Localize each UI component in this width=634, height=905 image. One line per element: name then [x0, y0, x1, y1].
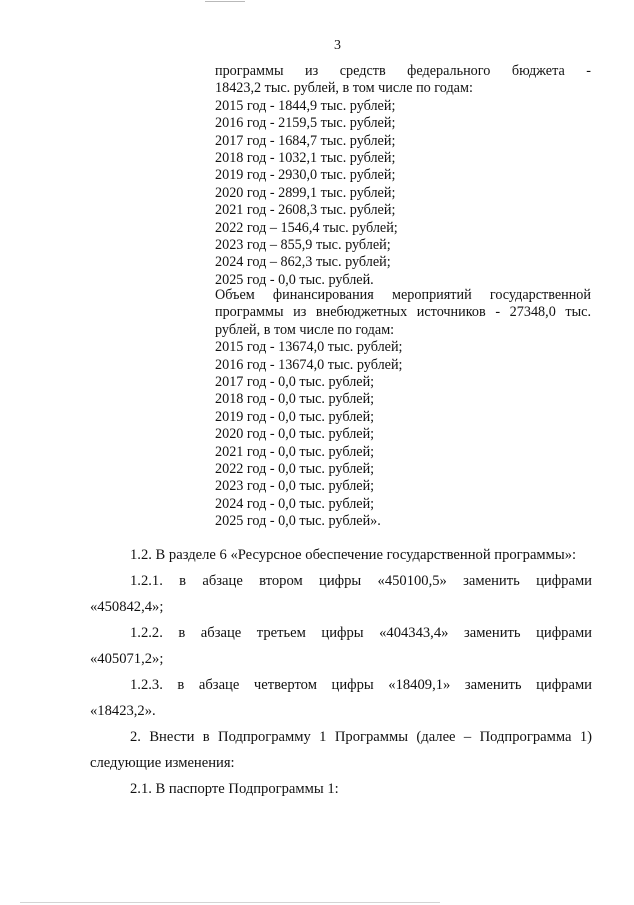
paragraph-continuation: следующие изменения: [90, 755, 235, 771]
paragraph-continuation: «18423,2». [90, 703, 156, 719]
extrabudget-intro-line: программы из внебюджетных источников - 27348,0 тыс. [215, 304, 591, 321]
scan-edge-mark [20, 902, 440, 903]
extrabudget-year-line: 2025 год - 0,0 тыс. рублей». [215, 513, 381, 530]
extrabudget-intro-line: рублей, в том числе по годам: [215, 321, 395, 338]
extrabudget-year-line: 2024 год - 0,0 тыс. рублей; [215, 495, 375, 512]
federal-intro-line: программы из средств федерального бюджета - [215, 63, 591, 79]
extrabudget-year-line: 2020 год - 0,0 тыс. рублей; [215, 426, 375, 443]
paragraph-first-line: 1.2.2. в абзаце третьем цифры «404343,4» заменить цифрами [130, 625, 592, 641]
federal-year-line: 2016 год - 2159,5 тыс. рублей; [215, 115, 396, 132]
extrabudget-year-line: 2015 год - 13674,0 тыс. рублей; [215, 339, 403, 356]
extrabudget-intro-line: Объем финансирования мероприятий государственной [215, 287, 591, 303]
federal-year-line: 2017 год - 1684,7 тыс. рублей; [215, 132, 396, 149]
federal-budget-block [215, 63, 591, 289]
paragraph-2 [90, 729, 592, 772]
extrabudget-year-line: 2022 год - 0,0 тыс. рублей; [215, 461, 375, 478]
extrabudget-year-line: 2016 год - 13674,0 тыс. рублей; [215, 356, 403, 373]
paragraph-1-2-1 [90, 573, 592, 616]
extrabudget-block [215, 287, 591, 531]
paragraph-first-line: 2. Внести в Подпрограмму 1 Программы (далее – Подпрограмма 1) [130, 729, 592, 745]
paragraph-1-2-3 [90, 677, 592, 720]
paragraph-first-line: 1.2.3. в абзаце четвертом цифры «18409,1» заменить цифрами [130, 677, 592, 693]
federal-year-line: 2018 год - 1032,1 тыс. рублей; [215, 150, 396, 167]
federal-year-line: 2025 год - 0,0 тыс. рублей. [215, 271, 374, 288]
extrabudget-year-line: 2023 год - 0,0 тыс. рублей; [215, 478, 375, 495]
paragraph-1-2-2 [90, 625, 592, 668]
extrabudget-year-line: 2018 год - 0,0 тыс. рублей; [215, 391, 375, 408]
federal-year-line: 2023 год – 855,9 тыс. рублей; [215, 237, 391, 254]
extrabudget-year-line: 2019 год - 0,0 тыс. рублей; [215, 408, 375, 425]
federal-year-line: 2021 год - 2608,3 тыс. рублей; [215, 202, 396, 219]
scan-edge-mark [205, 1, 245, 2]
paragraph-2-1: 2.1. В паспорте Подпрограммы 1: [130, 781, 339, 797]
federal-year-line: 2015 год - 1844,9 тыс. рублей; [215, 97, 396, 114]
paragraph-first-line: 1.2.1. в абзаце втором цифры «450100,5» заменить цифрами [130, 573, 592, 589]
federal-year-line: 2022 год – 1546,4 тыс. рублей; [215, 219, 398, 236]
federal-year-line: 2020 год - 2899,1 тыс. рублей; [215, 184, 396, 201]
paragraph-continuation: «450842,4»; [90, 599, 164, 615]
paragraph-continuation: «405071,2»; [90, 651, 164, 667]
federal-year-line: 2024 год – 862,3 тыс. рублей; [215, 254, 391, 271]
paragraph-1-2: 1.2. В разделе 6 «Ресурсное обеспечение государственной программы»: [130, 547, 577, 563]
extrabudget-year-line: 2021 год - 0,0 тыс. рублей; [215, 443, 375, 460]
page-number: 3 [334, 38, 341, 53]
federal-year-line: 2019 год - 2930,0 тыс. рублей; [215, 167, 396, 184]
federal-intro-line: 18423,2 тыс. рублей, в том числе по годам: [215, 80, 473, 97]
extrabudget-year-line: 2017 год - 0,0 тыс. рублей; [215, 374, 375, 391]
